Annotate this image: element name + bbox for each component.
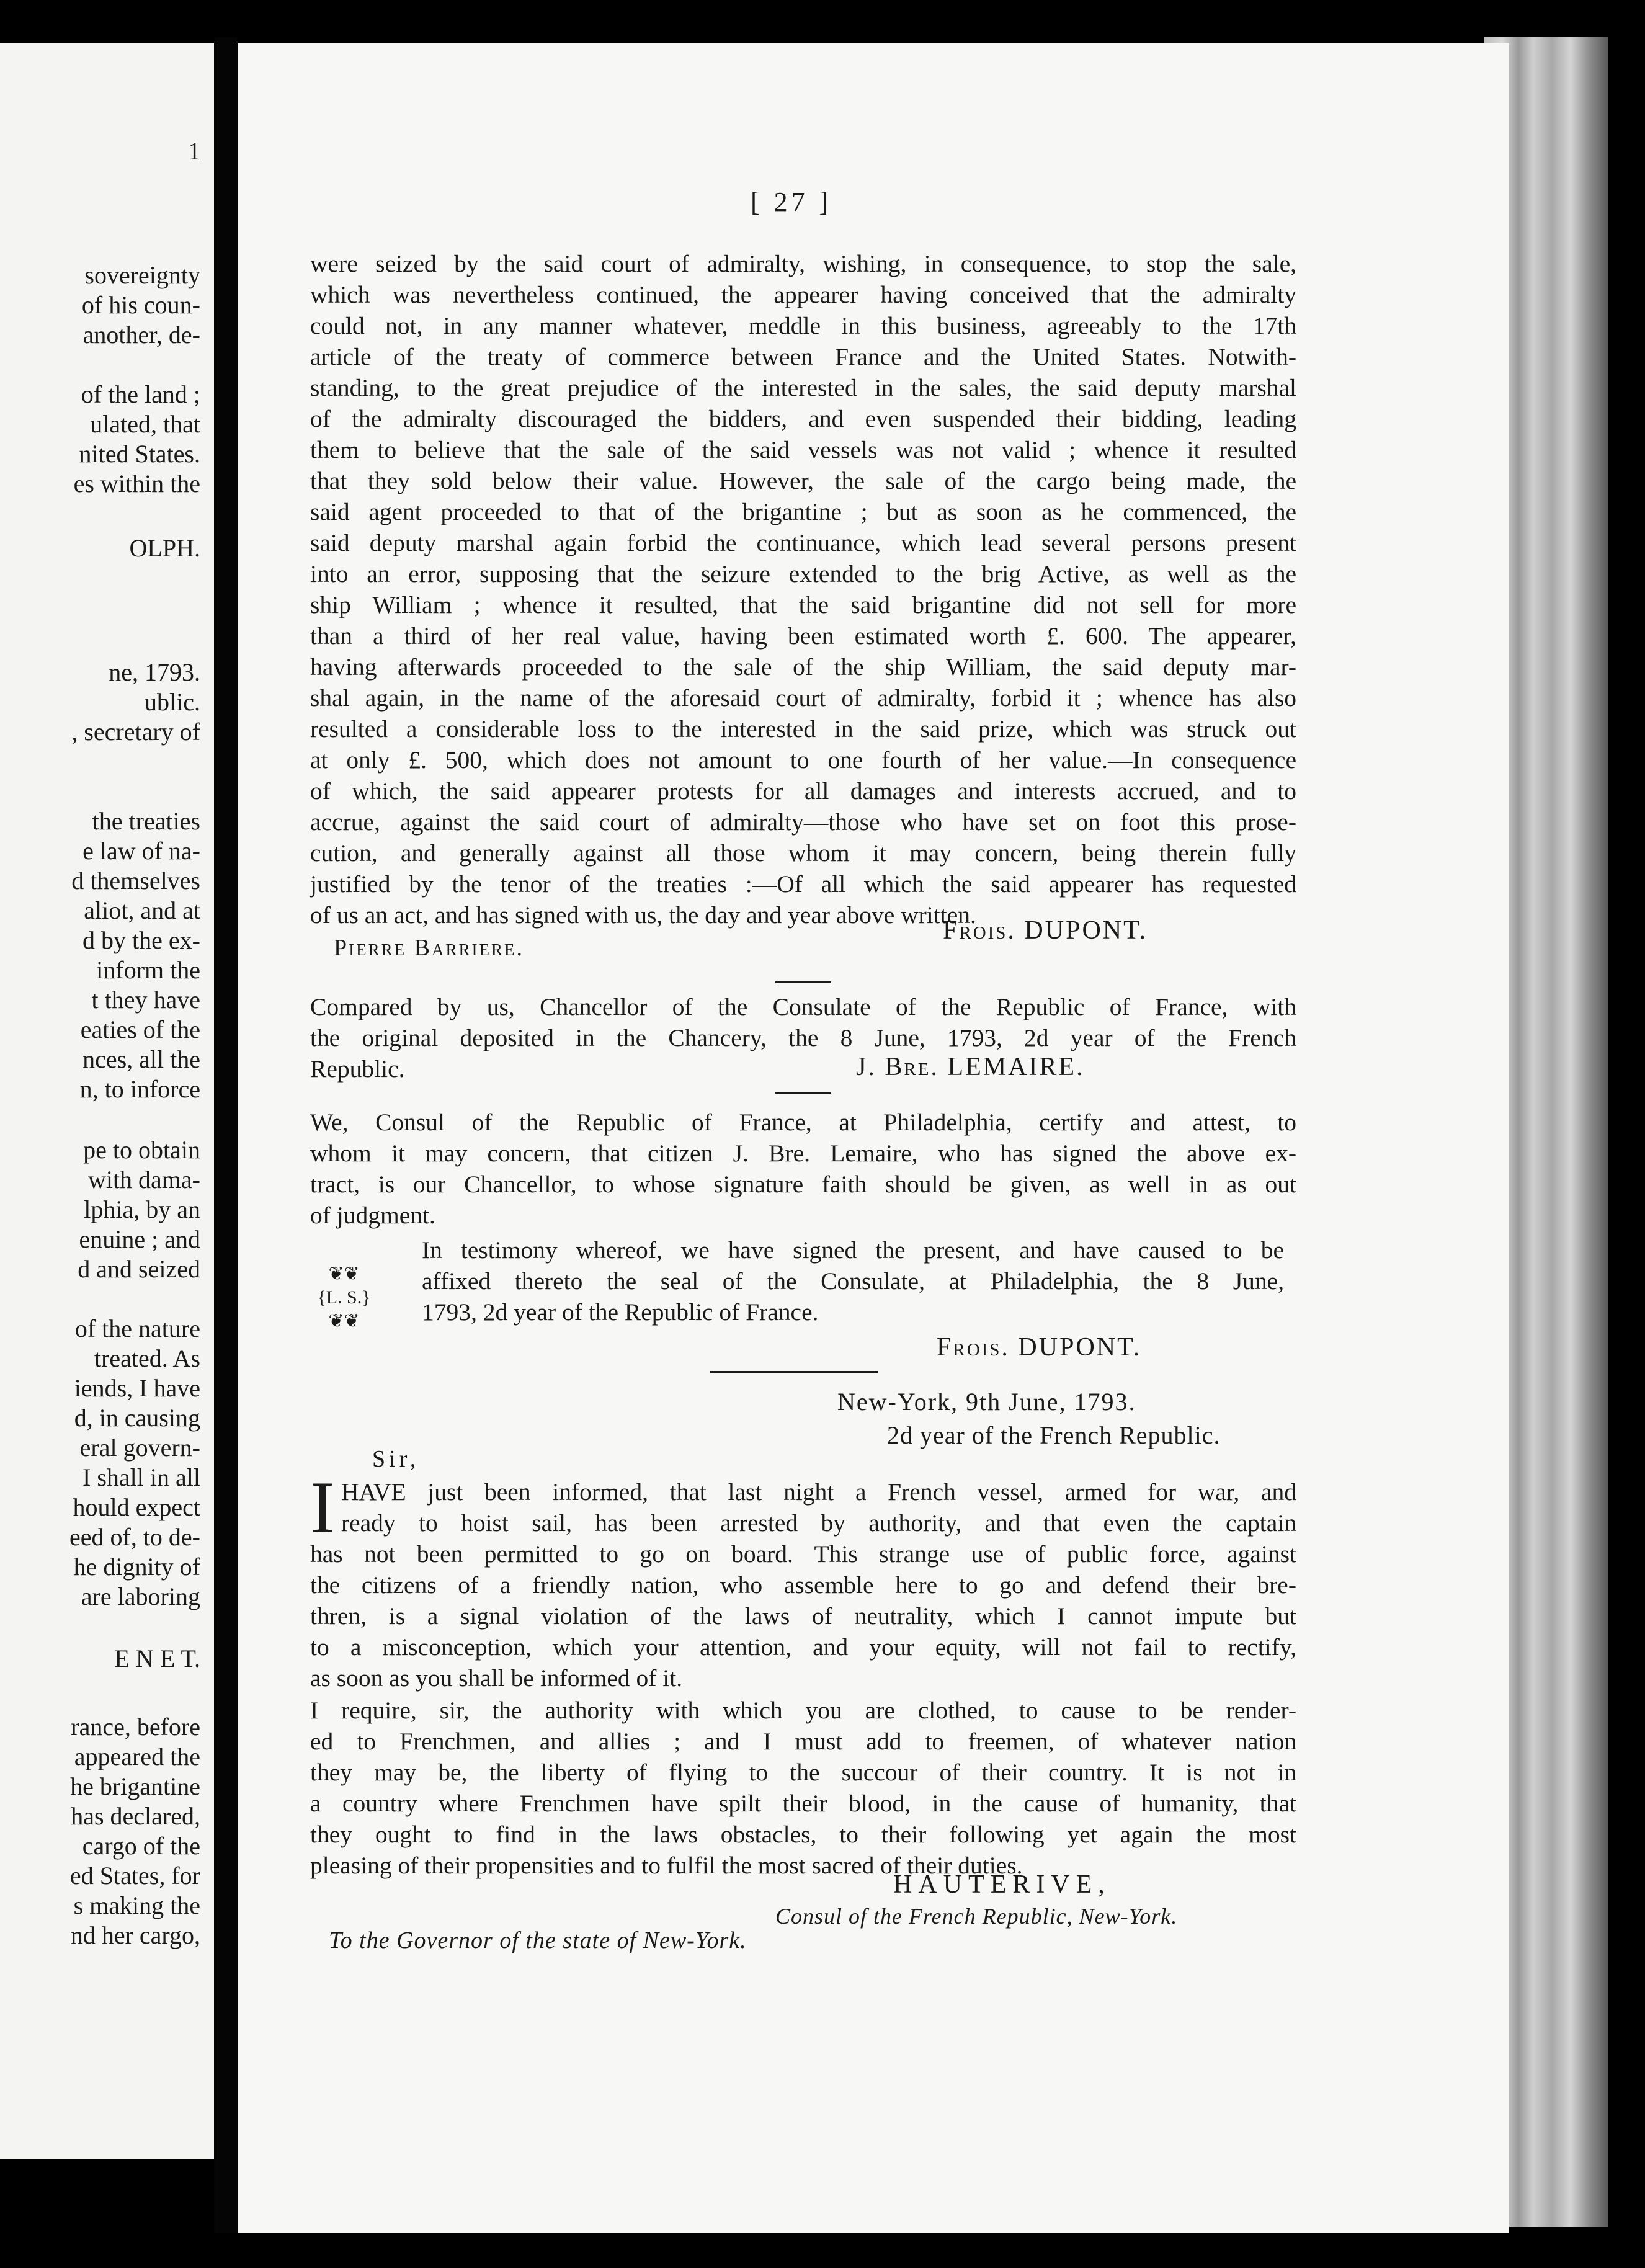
text-line: ed to Frenchmen, and allies ; and I must add to freemen, of whatever nation bbox=[310, 1728, 1296, 1755]
paragraph-certify bbox=[310, 1107, 1296, 1231]
fragment-line: 1 bbox=[188, 137, 200, 165]
text-line: justified by the tenor of the treaties :—Of all which the said appearer has requested bbox=[310, 870, 1296, 898]
paragraph-deposition bbox=[310, 248, 1296, 931]
letter-text-1 bbox=[310, 1466, 1296, 1694]
fragment-line: appeared the bbox=[74, 1743, 200, 1770]
fragment-line: hould expect bbox=[73, 1493, 200, 1521]
text-line: I require, sir, the authority with which you are clothed, to cause to be render- bbox=[310, 1697, 1296, 1724]
text-line: having afterwards proceeded to the sale of the ship William, the said deputy mar- bbox=[310, 653, 1296, 681]
text-line: said agent proceeded to that of the brigantine ; but as soon as he commenced, the bbox=[310, 498, 1296, 525]
text-line: 1793, 2d year of the Republic of France. bbox=[422, 1298, 819, 1326]
divider bbox=[710, 1371, 878, 1373]
drop-cap: I bbox=[310, 1466, 335, 1548]
seal-ornament-icon: ❦❦ bbox=[328, 1311, 360, 1331]
text-line: than a third of her real value, having been estimated worth £. 600. The appearer, bbox=[310, 622, 1296, 650]
text-line: Republic. bbox=[310, 1055, 405, 1083]
divider bbox=[775, 981, 831, 983]
fragment-line: d, in causing bbox=[74, 1404, 200, 1432]
text-line: HAVE just been informed, that last night a French vessel, armed for war, and bbox=[341, 1478, 1296, 1506]
fragment-line: rance, before bbox=[71, 1713, 200, 1741]
fragment-line: es within the bbox=[73, 470, 200, 498]
text-line: article of the treaty of commerce between France and the United States. Notwith- bbox=[310, 343, 1296, 370]
fragment-line: d and seized bbox=[78, 1255, 200, 1283]
text-line: thren, is a signal violation of the laws of neutrality, which I cannot impute but bbox=[310, 1602, 1296, 1630]
seal-label: {L. S.} bbox=[317, 1287, 371, 1308]
fragment-line: n, to inforce bbox=[79, 1075, 200, 1103]
text-line: which was nevertheless continued, the appearer having conceived that the admiralty bbox=[310, 281, 1296, 308]
fragment-line: inform the bbox=[96, 956, 200, 984]
text-line: ready to hoist sail, has been arrested by authority, and that even the captain bbox=[341, 1509, 1296, 1537]
fragment-line: E N E T. bbox=[114, 1645, 200, 1672]
fragment-line: iends, I have bbox=[74, 1374, 200, 1402]
addressee: To the Governor of the state of New-York. bbox=[329, 1927, 747, 1953]
text-line: of judgment. bbox=[310, 1202, 435, 1229]
fragment-line: treated. As bbox=[94, 1344, 200, 1372]
fragment-line: he brigantine bbox=[70, 1772, 200, 1800]
left-page-fragment bbox=[0, 43, 214, 2159]
fragment-line: of the nature bbox=[74, 1315, 200, 1342]
certify-text bbox=[310, 1107, 1296, 1231]
fragment-line: ublic. bbox=[145, 688, 200, 716]
text-line: ship William ; whence it resulted, that the said brigantine did not sell for more bbox=[310, 591, 1296, 618]
fragment-line: has declared, bbox=[71, 1802, 200, 1830]
fragment-line: d by the ex- bbox=[82, 926, 200, 954]
book-gutter bbox=[214, 37, 238, 2233]
fragment-line: he dignity of bbox=[73, 1553, 200, 1581]
divider bbox=[775, 1092, 831, 1094]
signature-dupont-2: Frois. DUPONT. bbox=[937, 1333, 1142, 1362]
text-line: We, Consul of the Republic of France, at Philadelphia, certify and attest, to bbox=[310, 1109, 1296, 1136]
fragment-line: pe to obtain bbox=[83, 1136, 200, 1164]
text-line: pleasing of their propensities and to fulfil the most sacred of their duties. bbox=[310, 1852, 1023, 1879]
signature-dupont-1: Frois. DUPONT. bbox=[943, 916, 1148, 945]
fragment-line: eral govern- bbox=[79, 1434, 200, 1462]
fragment-line: eaties of the bbox=[80, 1016, 200, 1043]
fragment-line: t they have bbox=[91, 986, 200, 1014]
letter-paragraph-1 bbox=[310, 1466, 1296, 1694]
text-line: affixed thereto the seal of the Consulate, at Philadelphia, the 8 June, bbox=[422, 1267, 1284, 1295]
text-line: accrue, against the said court of admiralty—those who have set on foot this prose- bbox=[310, 808, 1296, 836]
text-line: tract, is our Chancellor, to whose signature faith should be given, as well in as out bbox=[310, 1171, 1296, 1198]
text-line: Compared by us, Chancellor of the Consulate of the Republic of France, with bbox=[310, 993, 1296, 1020]
paragraph-testimony bbox=[422, 1234, 1284, 1328]
text-line: the original deposited in the Chancery, the 8 June, 1793, 2d year of the French bbox=[310, 1024, 1296, 1051]
testimony-text bbox=[422, 1234, 1284, 1328]
text-line: resulted a considerable loss to the interested in the said prize, which was struck out bbox=[310, 715, 1296, 743]
text-line: cution, and generally against all those whom it may concern, being therein fully bbox=[310, 839, 1296, 867]
fragment-line: ne, 1793. bbox=[109, 658, 200, 686]
text-line: of us an act, and has signed with us, the day and year above written. bbox=[310, 901, 976, 929]
signature-barriere: Pierre Barriere. bbox=[334, 935, 524, 961]
fragment-line: sovereignty bbox=[84, 261, 200, 289]
fragment-line: d themselves bbox=[71, 867, 200, 895]
signature-hauterive: HAUTERIVE, bbox=[893, 1870, 1111, 1899]
fragment-line: s making the bbox=[73, 1891, 200, 1919]
fragment-line: aliot, and at bbox=[84, 896, 200, 924]
text-line: at only £. 500, which does not amount to one fourth of her value.—In consequence bbox=[310, 746, 1296, 774]
fragment-line: e law of na- bbox=[82, 837, 200, 865]
fragment-line: ulated, that bbox=[90, 410, 200, 438]
fragment-line: nd her cargo, bbox=[70, 1921, 200, 1949]
fragment-line: ed States, for bbox=[70, 1862, 200, 1890]
seal bbox=[293, 1262, 395, 1349]
deposition-text bbox=[310, 248, 1296, 931]
fragment-line: , secretary of bbox=[71, 718, 200, 746]
compared-text bbox=[310, 991, 1296, 1084]
dateline-2: 2d year of the French Republic. bbox=[887, 1421, 1221, 1449]
seal-ornament-icon: ❦❦ bbox=[328, 1264, 360, 1284]
fragment-line: with dama- bbox=[87, 1166, 200, 1194]
text-line: shal again, in the name of the aforesaid court of admiralty, forbid it ; whence has also bbox=[310, 684, 1296, 712]
text-line: the citizens of a friendly nation, who assemble here to go and defend their bre- bbox=[310, 1571, 1296, 1599]
text-line: of which, the said appearer protests for all damages and interests accrued, and to bbox=[310, 777, 1296, 805]
letter-text-2 bbox=[310, 1695, 1296, 1881]
signature-hauterive-title: Consul of the French Republic, New-York. bbox=[775, 1904, 1178, 1929]
text-line: a country where Frenchmen have spilt their blood, in the cause of humanity, that bbox=[310, 1790, 1296, 1817]
text-line: as soon as you shall be informed of it. bbox=[310, 1664, 683, 1692]
text-line: were seized by the said court of admiralty, wishing, in consequence, to stop the sale, bbox=[310, 250, 1296, 277]
fragment-line: OLPH. bbox=[129, 534, 200, 562]
fragment-line: lphia, by an bbox=[84, 1195, 200, 1223]
text-line: standing, to the great prejudice of the interested in the sales, the said deputy marshal bbox=[310, 374, 1296, 401]
page-number: [ 27 ] bbox=[751, 187, 832, 217]
text-line: said deputy marshal again forbid the continuance, which lead several persons present bbox=[310, 529, 1296, 556]
text-line: has not been permitted to go on board. This strange use of public force, against bbox=[310, 1540, 1296, 1568]
fragment-line: another, de- bbox=[82, 321, 200, 349]
signature-lemaire: J. Bre. LEMAIRE. bbox=[856, 1053, 1085, 1081]
text-line: them to believe that the sale of the said vessels was not valid ; whence it resulted bbox=[310, 436, 1296, 463]
paragraph-compared bbox=[310, 991, 1296, 1084]
text-line: whom it may concern, that citizen J. Bre. Lemaire, who has signed the above ex- bbox=[310, 1140, 1296, 1167]
fragment-line: nited States. bbox=[79, 440, 200, 468]
letter-paragraph-2 bbox=[310, 1695, 1296, 1881]
text-line: of the admiralty discouraged the bidders, and even suspended their bidding, leading bbox=[310, 405, 1296, 432]
text-line: into an error, supposing that the seizure extended to the brig Active, as well as the bbox=[310, 560, 1296, 587]
dateline-1: New-York, 9th June, 1793. bbox=[837, 1388, 1136, 1416]
fragment-line: of his coun- bbox=[81, 291, 200, 319]
fragment-line: the treaties bbox=[92, 807, 200, 835]
fragment-line: are laboring bbox=[81, 1583, 200, 1610]
fragment-line: enuine ; and bbox=[79, 1225, 200, 1253]
text-line: that they sold below their value. However, the sale of the cargo being made, the bbox=[310, 467, 1296, 494]
text-line: In testimony whereof, we have signed the present, and have caused to be bbox=[422, 1236, 1284, 1264]
fragment-line: eed of, to de- bbox=[69, 1523, 200, 1551]
fragment-line: cargo of the bbox=[82, 1832, 200, 1860]
fragment-line: I shall in all bbox=[82, 1463, 200, 1491]
text-line: could not, in any manner whatever, meddle in this business, agreeably to the 17th bbox=[310, 312, 1296, 339]
fragment-line: nces, all the bbox=[82, 1045, 200, 1073]
text-line: to a misconception, which your attention, and your equity, will not fail to rectify, bbox=[310, 1633, 1296, 1661]
salutation: Sir, bbox=[372, 1446, 420, 1472]
text-line: they may be, the liberty of flying to the succour of their country. It is not in bbox=[310, 1759, 1296, 1786]
fragment-line: of the land ; bbox=[81, 380, 200, 408]
text-line: they ought to find in the laws obstacles, to their following yet again the most bbox=[310, 1821, 1296, 1848]
